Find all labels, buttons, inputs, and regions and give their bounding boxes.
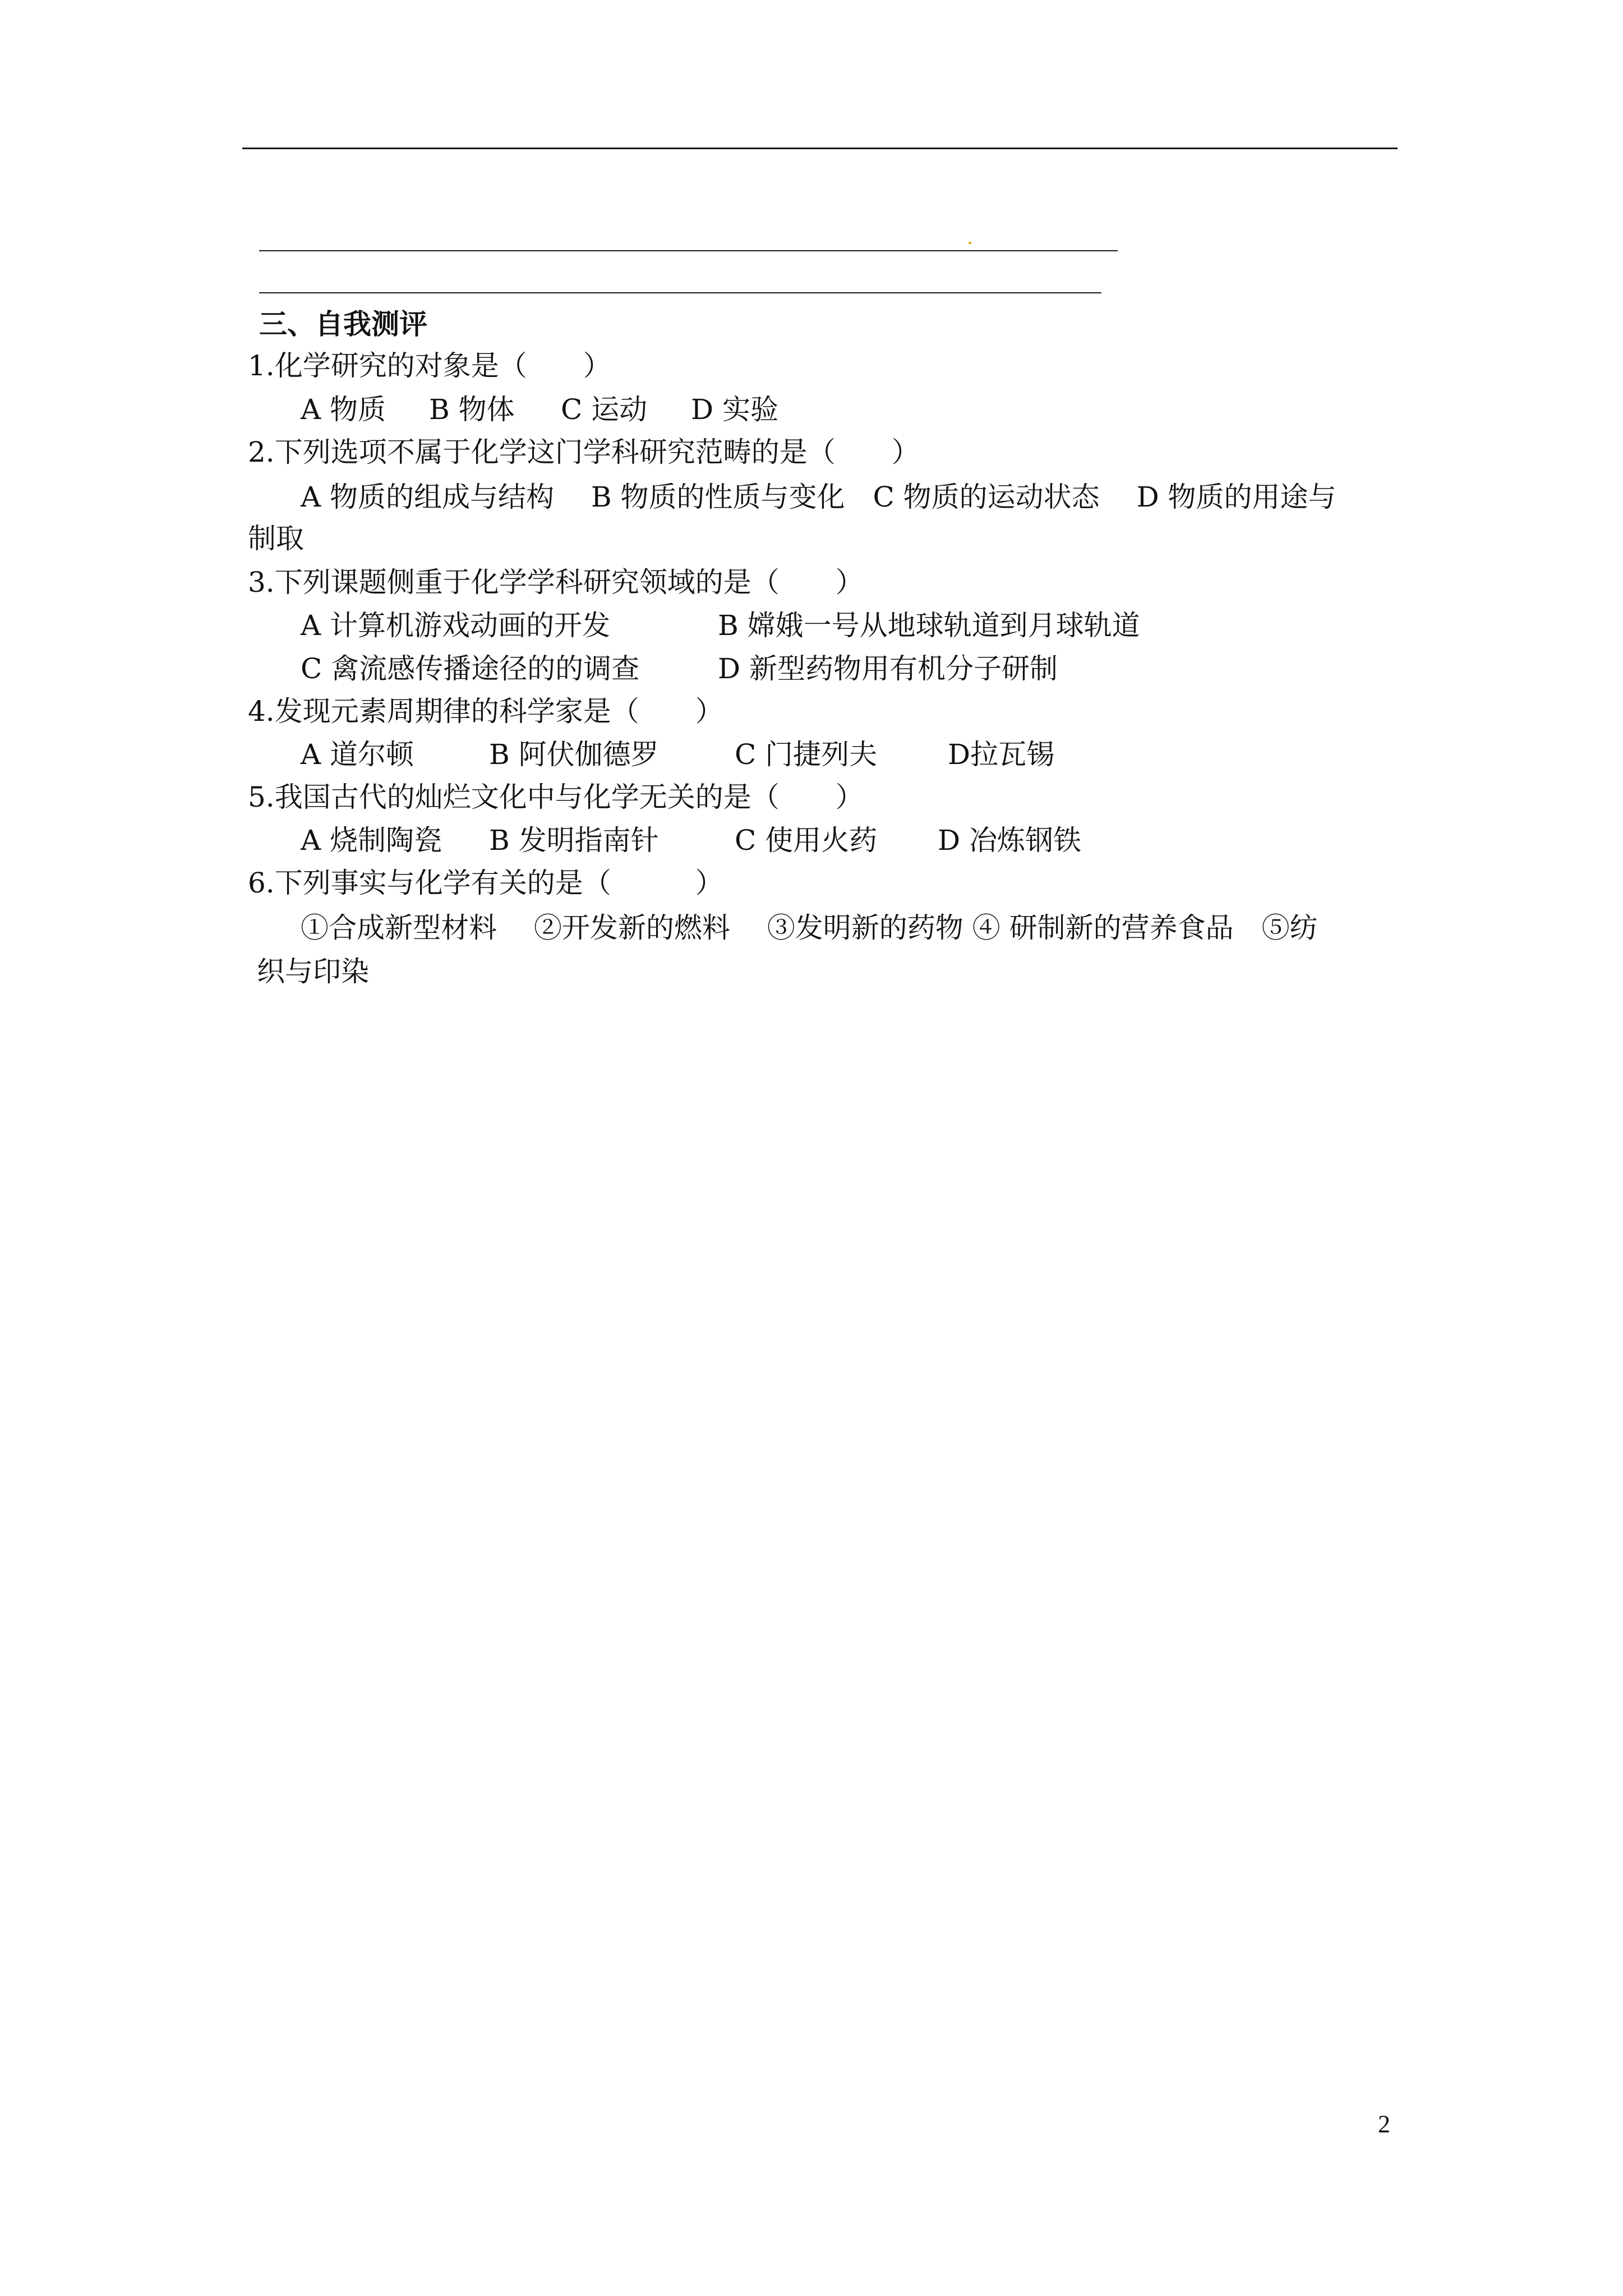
question-1-option-d: D 实验	[691, 393, 778, 426]
question-4-option-d: D拉瓦锡	[948, 738, 1055, 771]
question-3-option-d: D 新型药物用有机分子研制	[718, 652, 1058, 685]
question-5-option-d: D 冶炼钢铁	[938, 824, 1081, 857]
question-1-stem: 1.化学研究的对象是（ ）	[248, 349, 611, 382]
answer-blank-line	[259, 292, 1101, 293]
question-4-option-c: C 门捷列夫	[735, 738, 878, 771]
answer-blank-line	[259, 250, 1118, 251]
question-3-option-a: A 计算机游戏动画的开发	[301, 609, 611, 642]
question-5-option-a: A 烧制陶瓷	[301, 824, 442, 857]
question-3-option-c: C 禽流感传播途径的的调查	[301, 652, 640, 685]
question-3-stem: 3.下列课题侧重于化学学科研究领域的是（ ）	[248, 566, 864, 599]
question-6-options: ①合成新型材料 ②开发新的燃料 ③发明新的药物 ④ 研制新的营养食品 ⑤纺	[301, 912, 1318, 944]
question-5-option-c: C 使用火药	[735, 824, 878, 857]
question-1-option-b: B 物体	[429, 393, 515, 426]
ink-speck	[969, 242, 971, 244]
question-1-option-c: C 运动	[561, 393, 648, 426]
section-heading: 三、自我测评	[259, 308, 427, 341]
question-4-option-a: A 道尔顿	[301, 738, 414, 771]
question-3-option-b: B 嫦娥一号从地球轨道到月球轨道	[718, 609, 1140, 642]
question-2-options: A 物质的组成与结构 B 物质的性质与变化 C 物质的运动状态 D 物质的用途与	[301, 481, 1336, 513]
question-4-option-b: B 阿伏伽德罗	[489, 738, 659, 771]
question-4-stem: 4.发现元素周期律的科学家是（ ）	[248, 695, 723, 728]
header-rule	[242, 148, 1398, 149]
question-5-option-b: B 发明指南针	[489, 824, 659, 857]
question-2-options-continued: 制取	[248, 522, 304, 555]
question-1-option-a: A 物质	[301, 393, 386, 426]
question-5-stem: 5.我国古代的灿烂文化中与化学无关的是（ ）	[248, 781, 864, 813]
page-number: 2	[1378, 2110, 1390, 2138]
question-6-stem: 6.下列事实与化学有关的是（ ）	[248, 867, 723, 899]
question-6-options-continued: 织与印染	[257, 955, 369, 988]
question-2-stem: 2.下列选项不属于化学这门学科研究范畴的是（ ）	[248, 436, 920, 468]
